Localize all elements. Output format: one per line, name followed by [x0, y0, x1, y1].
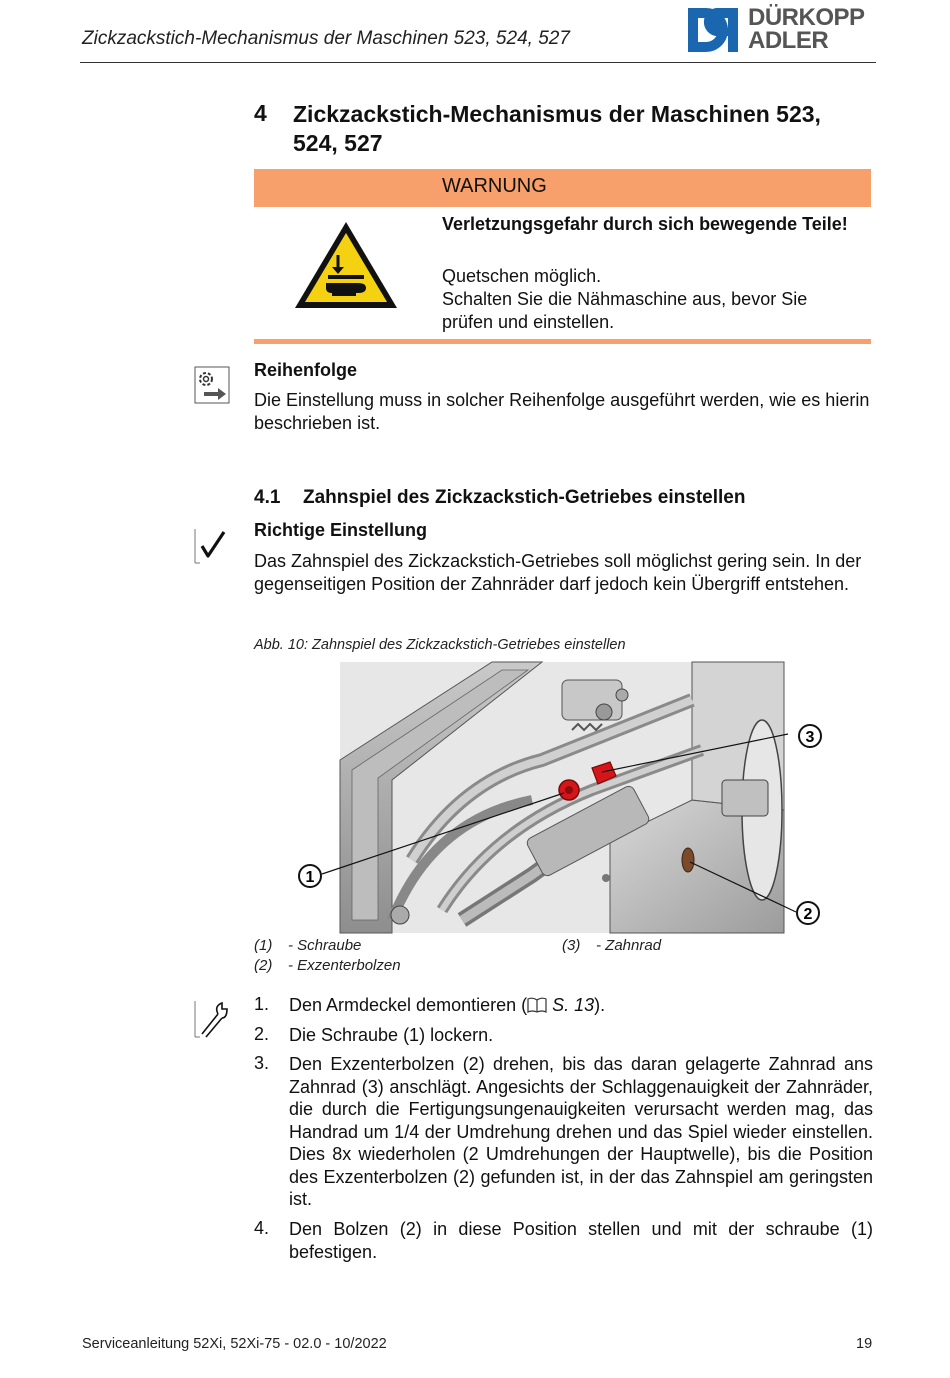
- footer-document-info: Serviceanleitung 52Xi, 52Xi-75 - 02.0 - 10/2022: [82, 1336, 387, 1352]
- legend-num-2: (2): [254, 957, 273, 974]
- header-rule: [80, 62, 876, 63]
- zigzag-gear-mechanism-illustration: [292, 660, 832, 935]
- step-4-text: Den Bolzen (2) in diese Position stellen und mit der schraube (1) befestigen.: [289, 1219, 873, 1262]
- legend-num-3: (3): [562, 937, 581, 954]
- step-1-text-before: Den Armdeckel demontieren (: [289, 995, 528, 1015]
- correct-setting-heading: Richtige Einstellung: [254, 520, 428, 540]
- warning-label: WARNUNG: [442, 175, 547, 197]
- step-2-number: 2.: [254, 1024, 270, 1044]
- step-1-number: 1.: [254, 994, 270, 1014]
- chapter-title: Zickzackstich-Mechanismus der Maschinen 523, 524, 527: [293, 101, 821, 156]
- warning-heading: Verletzungsgefahr durch sich bewegende Teile!: [442, 214, 848, 234]
- duerkopp-adler-logo: [686, 6, 876, 56]
- logo-text-line1: DÜRKOPP: [748, 4, 865, 31]
- chapter-number: 4: [254, 100, 267, 126]
- step-4-number: 4.: [254, 1218, 270, 1238]
- warning-line2: Schalten Sie die Nähmaschine aus, bevor Sie prüfen und einstellen.: [442, 289, 808, 332]
- hand-crush-warning-icon: [292, 219, 400, 311]
- warning-bar: [254, 169, 871, 207]
- step-3-number: 3.: [254, 1053, 270, 1073]
- order-text: Die Einstellung muss in solcher Reihenfolge ausgeführt werden, wie es hierin beschrieben ist.: [254, 390, 870, 433]
- section-title: Zahnspiel des Zickzackstich-Getriebes einstellen: [303, 487, 746, 508]
- callout-3-label: 3: [805, 729, 815, 746]
- step-2-text: Die Schraube (1) lockern.: [289, 1025, 494, 1045]
- step-1-text: [289, 994, 873, 1017]
- legend-text-1: - Schraube: [288, 937, 362, 954]
- footer-page-number: 19: [856, 1336, 873, 1352]
- logo-text-line2: ADLER: [748, 27, 829, 54]
- gear-arrow-icon: [194, 366, 230, 404]
- callout-1-label: 1: [305, 869, 315, 886]
- step-1-text-after: ).: [594, 995, 606, 1015]
- figure-caption: Abb. 10: Zahnspiel des Zickzackstich-Getriebes einstellen: [254, 637, 626, 653]
- checkmark-icon: [194, 528, 230, 564]
- logo-mark-icon: [686, 6, 744, 54]
- callout-2-label: 2: [803, 906, 813, 923]
- order-heading: Reihenfolge: [254, 360, 358, 380]
- legend-text-3: - Zahnrad: [596, 937, 662, 954]
- section-number: 4.1: [254, 487, 281, 508]
- step-1-page-reference[interactable]: S. 13: [547, 995, 595, 1015]
- correct-setting-text: Das Zahnspiel des Zickzackstich-Getriebes soll möglichst gering sein. In der gegenseitigen Position der Zahnräder darf jedoch kein Übergriff entstehen.: [254, 551, 862, 594]
- step-3-text: Den Exzenterbolzen (2) drehen, bis das daran gelagerte Zahnrad ans Zahnrad (3) anschlägt. Angesichts der Schlaggenauigkeit der Zahnräder, die durch die Fertigungsungenauigkeiten verursacht werden mag, das Handrad um 1/4 der Umdrehung drehen und das Spiel wieder einstellen. Dies 8x wiederholen (2 Umdrehungen der Hauptwelle), bis die Position des Exzenterbolzen (2) gefunden ist, in der das Zahnspiel am geringsten ist.: [289, 1054, 873, 1209]
- legend-text-2: - Exzenterbolzen: [288, 957, 401, 974]
- warning-line1: Quetschen möglich.: [442, 266, 602, 286]
- book-reference-icon: [527, 997, 547, 1013]
- warning-bottom-rule: [254, 339, 871, 344]
- warning-text: [442, 265, 862, 334]
- legend-num-1: (1): [254, 937, 273, 954]
- running-header-title: Zickzackstich-Mechanismus der Maschinen 523, 524, 527: [82, 28, 570, 49]
- wrench-icon: [194, 1000, 230, 1038]
